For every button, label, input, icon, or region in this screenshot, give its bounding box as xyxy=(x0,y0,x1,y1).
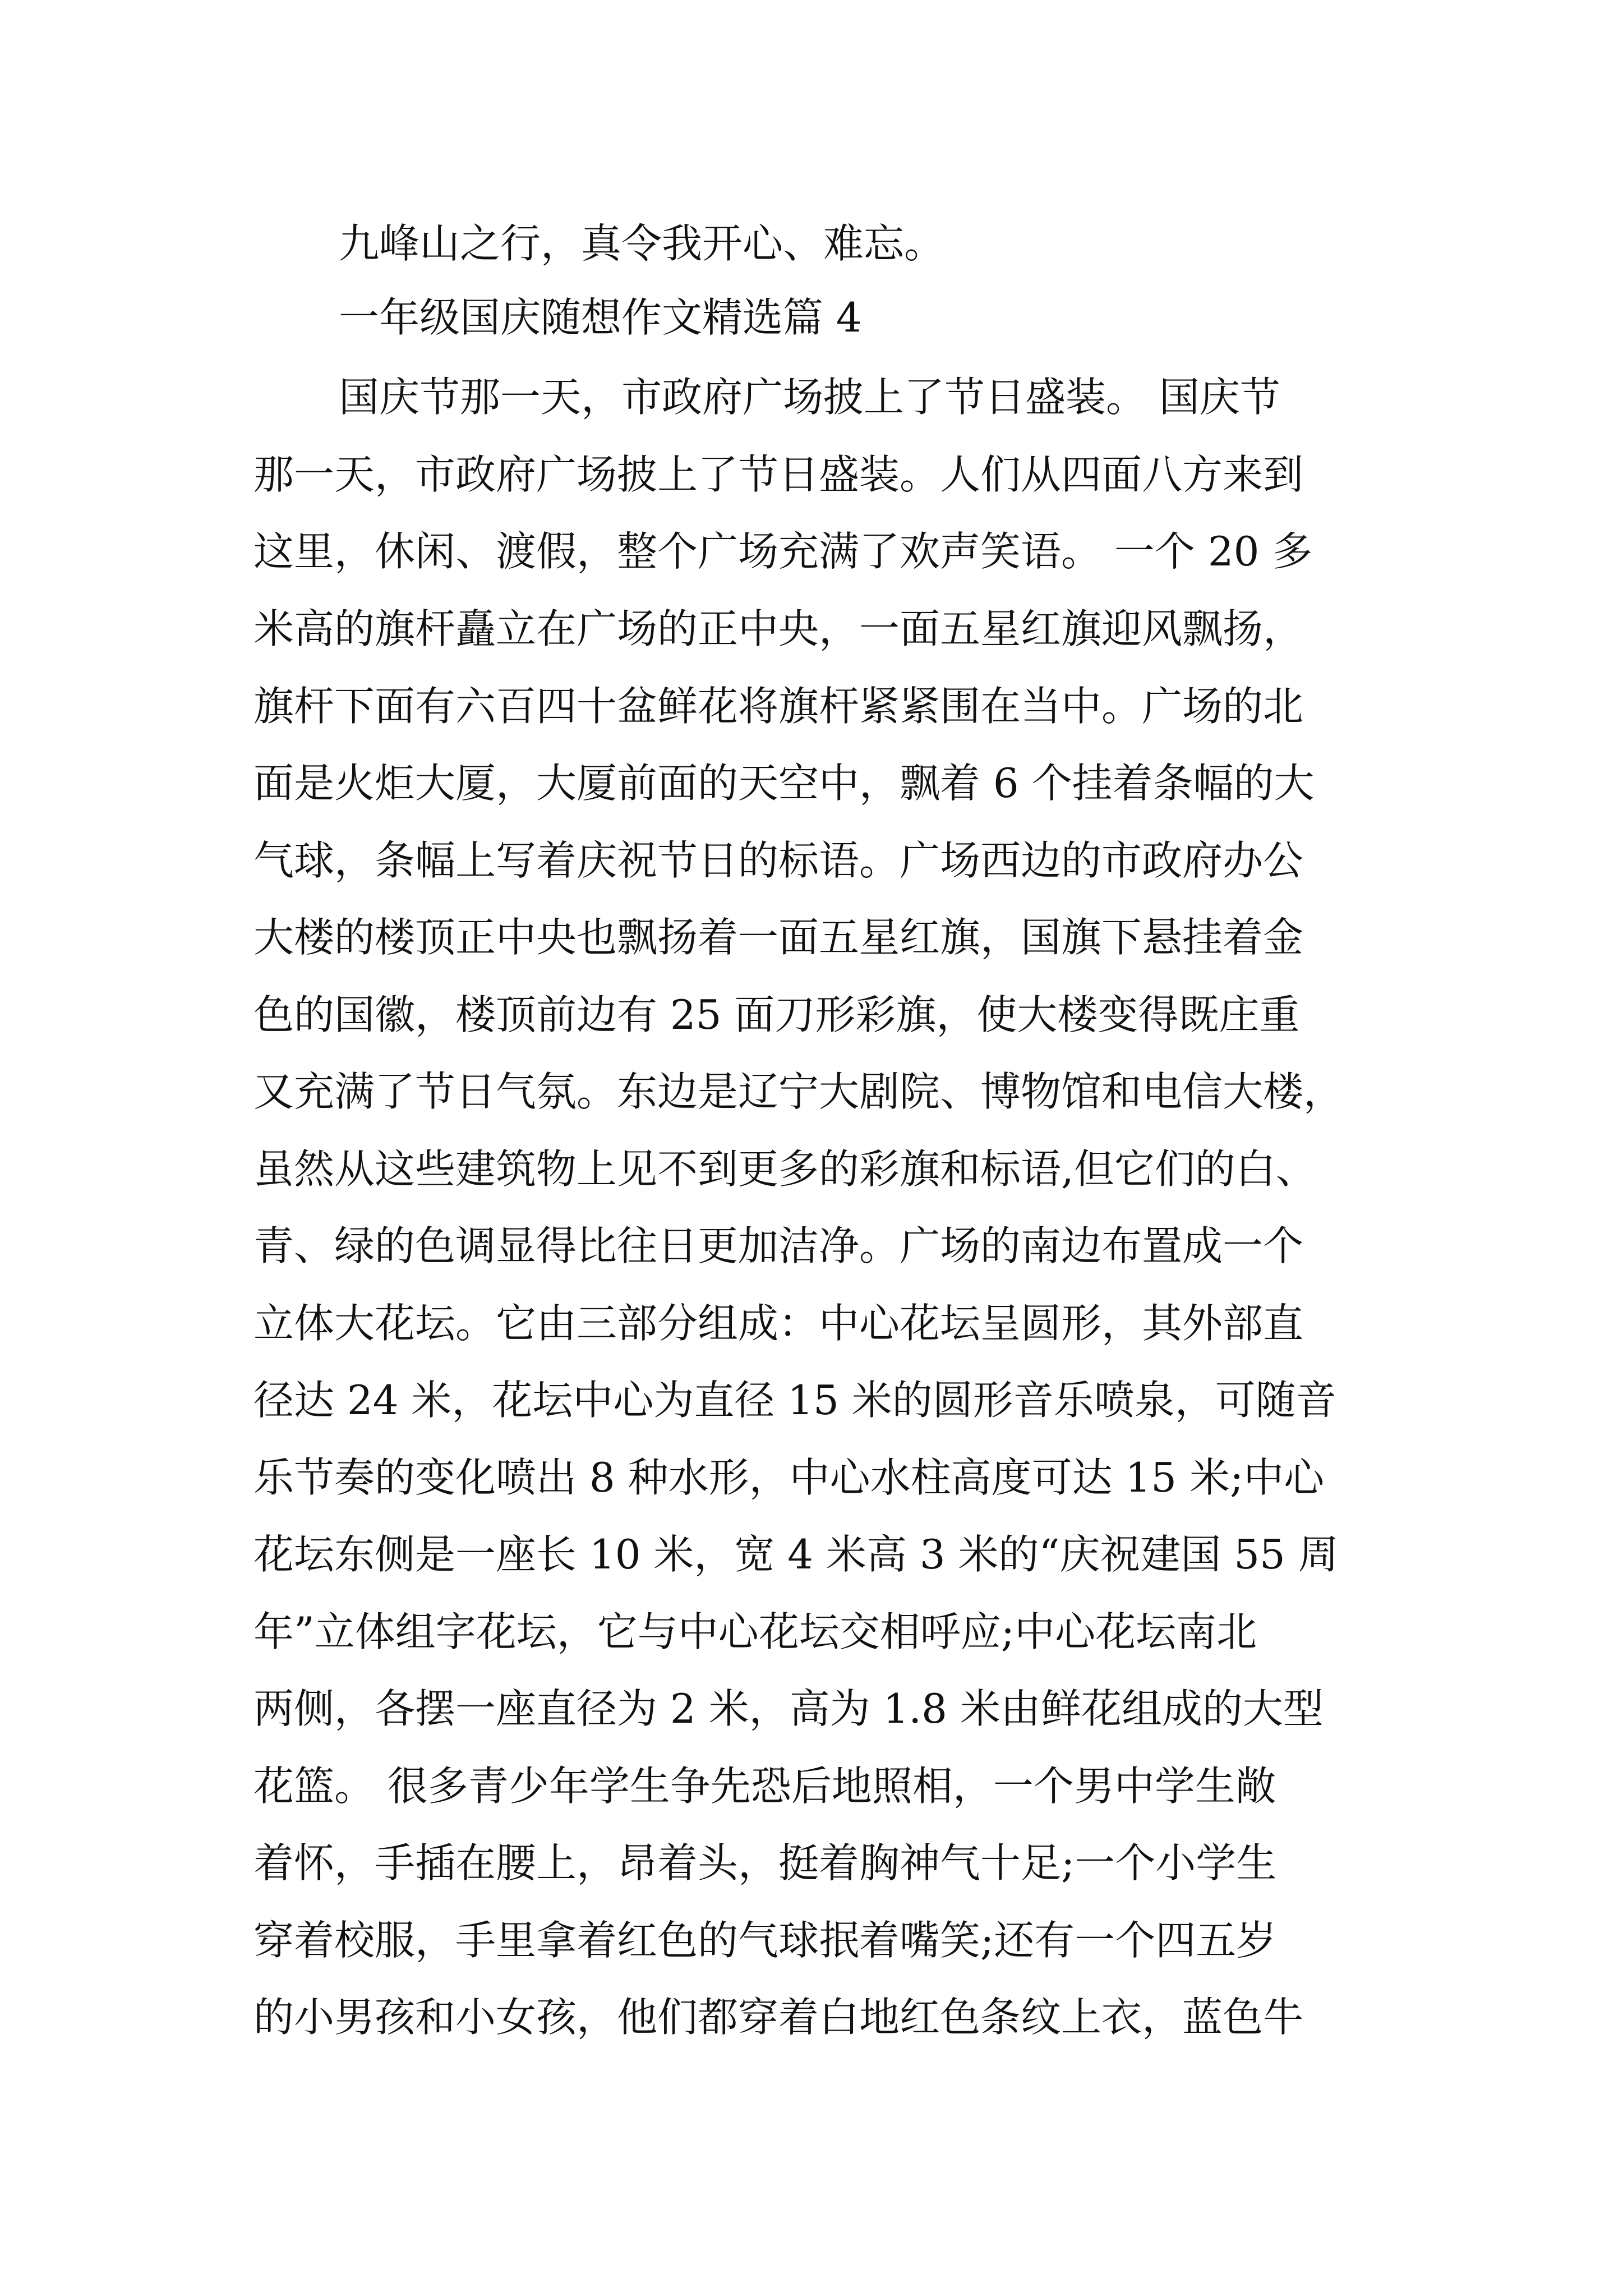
paragraph-line: 米高的旗杆矗立在广场的正中央，一面五星红旗迎风飘扬， xyxy=(253,605,1304,652)
paragraph-line: 的小男孩和小女孩，他们都穿着白地红色条纹上衣，蓝色牛 xyxy=(253,1994,1304,2041)
paragraph-line: 面是火炬大厦，大厦前面的天空中，飘着 6 个挂着条幅的大 xyxy=(253,760,1315,807)
paragraph-line: 着怀，手插在腰上，昂着头，挺着胸神气十足;一个小学生 xyxy=(253,1839,1277,1887)
paragraph-line: 青、绿的色调显得比往日更加洁净。广场的南边布置成一个 xyxy=(253,1222,1304,1269)
paragraph-line: 又充满了节日气氛。东边是辽宁大剧院、博物馆和电信大楼， xyxy=(253,1068,1344,1115)
paragraph-line: 立体大花坛。它由三部分组成：中心花坛呈圆形，其外部直 xyxy=(253,1300,1304,1347)
paragraph-line: 虽然从这些建筑物上见不到更多的彩旗和标语,但它们的白、 xyxy=(253,1145,1316,1193)
paragraph-line: 花坛东侧是一座长 10 米，宽 4 米高 3 米的“庆祝建国 55 周 xyxy=(253,1531,1339,1578)
paragraph-line: 两侧，各摆一座直径为 2 米，高为 1.8 米由鲜花组成的大型 xyxy=(253,1685,1324,1732)
section-heading: 一年级国庆随想作文精选篇 4 xyxy=(339,294,862,341)
paragraph-line: 径达 24 米，花坛中心为直径 15 米的圆形音乐喷泉，可随音 xyxy=(253,1377,1336,1424)
paragraph-line: 国庆节那一天，市政府广场披上了节日盛装。 国庆节 xyxy=(339,374,1280,421)
paragraph-line: 那一天，市政府广场披上了节日盛装。人们从四面八方来到 xyxy=(253,451,1304,498)
text-line-closing: 九峰山之行，真令我开心、难忘。 xyxy=(339,220,945,267)
paragraph-line: 乐节奏的变化喷出 8 种水形，中心水柱高度可达 15 米;中心 xyxy=(253,1454,1325,1501)
paragraph-line: 色的国徽，楼顶前边有 25 面刀形彩旗，使大楼变得既庄重 xyxy=(253,991,1300,1038)
paragraph-line: 气球，条幅上写着庆祝节日的标语。广场西边的市政府办公 xyxy=(253,837,1304,884)
paragraph-line: 穿着校服，手里拿着红色的气球抿着嘴笑;还有一个四五岁 xyxy=(253,1917,1277,1964)
paragraph-line: 花篮。 很多青少年学生争先恐后地照相，一个男中学生敞 xyxy=(253,1763,1276,1810)
paragraph-line: 年”立体组字花坛，它与中心花坛交相呼应;中心花坛南北 xyxy=(253,1608,1257,1655)
paragraph-line: 大楼的楼顶正中央也飘扬着一面五星红旗，国旗下悬挂着金 xyxy=(253,914,1304,961)
paragraph-line: 旗杆下面有六百四十盆鲜花将旗杆紧紧围在当中。广场的北 xyxy=(253,683,1304,730)
paragraph-line: 这里，休闲、渡假，整个广场充满了欢声笑语。 一个 20 多 xyxy=(253,528,1313,575)
